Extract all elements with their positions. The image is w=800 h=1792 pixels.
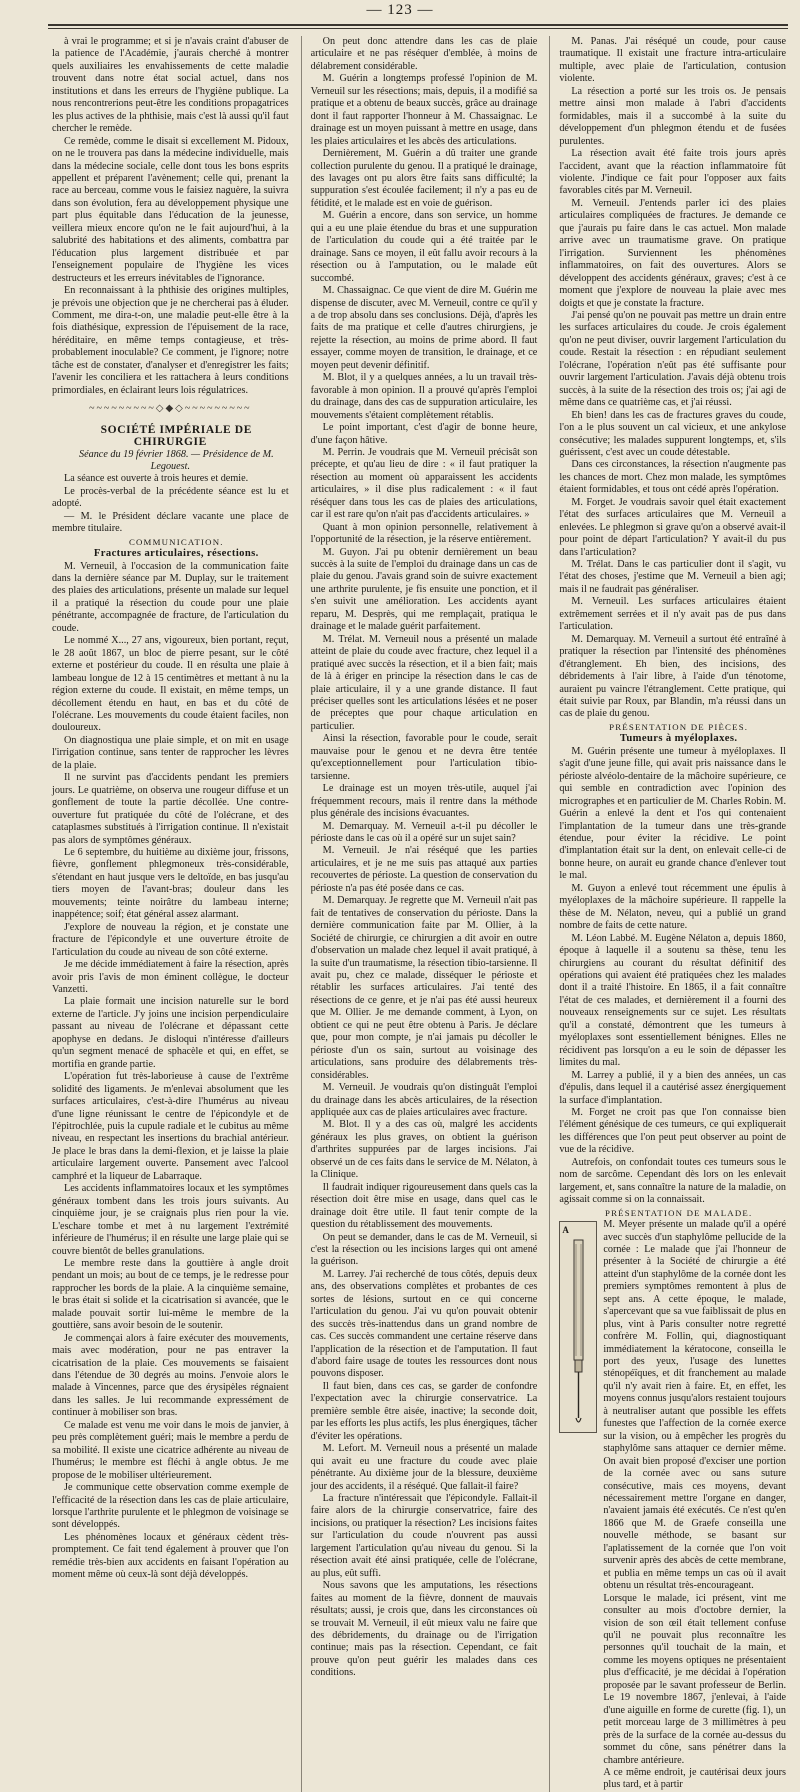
paragraph: Je commençai alors à faire exécuter des mouvements, mais avec modération, pour ne pas entraver la cicatrisation de la plaie. Ces mouvements se faisaient dans l'étendue de 30 degrés au moins. J'envoie alors le malade à Vincennes, parce que des érysipèles régnaient dans les salles. Je lui recommande expressément de continuer à mobiliser son bras. [52,1332,289,1419]
paragraph: L'opération fut très-laborieuse à cause de l'extrême solidité des ligaments. Je m'enlevai absolument que les surfaces articulaires, c'est-à-dire l'humérus au niveau d'une ligne réunissant le centre de l'épicondyle et de l'épitrochlée, puis la cupule radiale et le cubitus au même niveau, en respectant les insertions du brachial antérieur. Je place le bras dans la demi-flexion, et je laisse la plaie articulaire largement ouverte. Pansement avec l'alcool camphré et la liqueur de Labarraque. [52,1071,289,1182]
paragraph: M. Verneuil. Je n'ai réséqué que les parties articulaires, et je ne me suis pas attaqué aux parties recouvertes de périoste. La question de conservation du périoste n'a pas été posée dans ce cas. [310,845,538,894]
column-middle [301,36,538,1792]
paragraph: Quant à mon opinion personnelle, relativement à l'opportunité de la résection, je la réserve entièrement. [310,521,538,546]
paragraph: Je communique cette observation comme exemple de l'efficacité de la résection dans les cas de plaie articulaire, lorsque l'arthrite purulente et le phlegmon de voisinage se sont développés. [52,1482,289,1531]
paragraph: Dans ces circonstances, la résection n'augmente pas les chances de mort. Chez mon malade, les symptômes étaient formidables, et tous ont cédé après l'opération. [559,459,786,496]
paragraph: M. Demarquay. M. Verneuil a-t-il pu décoller le périoste dans le cas où il a opéré sur un sujet sain? [310,820,538,844]
presentation-malade-label: PRÉSENTATION DE MALADE. [604,1207,753,1218]
paragraph: M. Trélat. Dans le cas particulier dont il s'agit, vu l'état des choses, j'estime que M. Verneuil a bien agi; mais il ne faudrait pas généraliser. [559,559,786,595]
session-paragraphs [52,473,289,535]
paragraph: A ce même endroit, je cautérisai deux jours plus tard, et à partir [603,1766,786,1791]
paragraph: M. Guyon a enlevé tout récemment une épulis à myéloplaxes de la mâchoire supérieure. Il rappelle la thèse de M. Nélaton, neveu, qui a publié un grand nombre de faits de cette nature. [559,882,786,932]
paragraph: Il faut bien, dans ces cas, se garder de confondre l'expectation avec la chirurgie conservatrice. La première semble être aisée, inactive; la seconde doit, par les efforts les plus actifs, les plus énergiques, tâcher d'éviter les opérations. [310,1380,538,1442]
paragraph: M. Demarquay. Je regrette que M. Verneuil n'ait pas fait de tentatives de conservation du périoste. Dans la dernière communication faite par M. Ollier, à la Société de chirurgie, ce chirurgien a dit avoir en outre d'observation un malade chez lequel il avait pratiqué, à la suite d'un traumatisme, la résection tibio-tarsienne. Il avait pu, chez ce malade, disséquer le périoste et rétablir les surfaces articulaires. J'ai tenté des résections de ce genre, et je n'ai pas été aussi heureux que M. Ollier. Je me demande comment, à Lyon, on obtient ce qui ne peut être obtenu à Paris. Je déclare que, pour mon compte, je n'ai jamais pu décoller le périoste d'un os sain, surtout au voisinage des articulations, sans produire des délabrements très-considérables. [310,895,538,1081]
paragraph: Ce remède, comme le disait si excellement M. Pidoux, on ne le trouvera pas dans la médecine individuelle, mais dans la médecine sociale, celle dont tous les bons esprits appellent et préparent l'avènement; celle qui, prenant la race au berceau, comme vous le faisiez naguère, la suivra dans son évolution, fera au développement physique une part plus équitable dans l'éducation de la jeunesse, veillera mieux encore qu'on ne le fait aujourd'hui, à la salubrité des habitations et des aliments, combattra par l'éducation plus largement distribuée et par l'enseignement populaire de l'hygiène les vices destructeurs et les erreurs inévitables de l'ignorance. [52,135,289,284]
paragraph: M. Guérin a encore, dans son service, un homme qui a eu une plaie étendue du bras et une suppuration de l'articulation du coude qui a été traitée par le drainage. Sans ce moyen, il eût fallu avoir recours à la résection ou à l'amputation, ou le malade eût succombé. [310,210,538,284]
paragraph: Ainsi la résection, favorable pour le coude, serait mauvaise pour le genou et ne devra être tentée qu'exceptionnellement pour l'articulation tibio-tarsienne. [310,733,538,782]
paragraph: M. Blot, il y a quelques années, a lu un travail très-favorable à mon opinion. Il a prouvé qu'après l'emploi du drainage, dans des cas de suppuration articulaire, les mouvements s'étaient complètement rétablis. [310,372,538,421]
paragraph: M. Trélat. M. Verneuil nous a présenté un malade atteint de plaie du coude avec fracture, chez lequel il a pratiqué avec succès la résection, et il a bien fait; mais de là à ériger en principe la résection dans le cas de plaie articulaire, il y a une grande distance. Il faut préciser quelles sont les articulations lésées et ne poser de préceptes que pour chaque articulation en particulier. [310,633,538,732]
paragraph: à vrai le programme; et si je n'avais craint d'abuser de la patience de l'Académie, j'aurais cherché à montrer quels auxiliaires les envahissements de cette maladie trouvent dans notre état social actuel, dans nos institutions et dans les erreurs de l'hygiène publique. La nous rencontrerions peut-être les conditions propagatrices les plus actives de la phthisie, mais c'est là aussi qu'il faut chercher le remède. [52,36,289,135]
page-number: — 123 — [366,2,434,18]
paragraph: Nous savons que les amputations, les résections faites au moment de la fièvre, donnent de mauvais résultats; aussi, je crois que, dans les circonstances où se trouvait M. Verneuil, il eût mieux valu ne faire que des débridements, du drainage ou de l'irrigation continue; mais pas la résection. Cependant, ce fait prouve qu'on peut guérir les malades dans ces conditions. [310,1580,538,1679]
paragraph: M. Demarquay. M. Verneuil a surtout été entraîné à pratiquer la résection par l'intensité des phénomènes d'étranglement. Eh bien, des incisions, des débridements à l'air libre, à l'aide d'un ténotome, auraient pu vaincre l'étranglement. Cette pratique, qui était suivie par Roux, par Blandin, m'a réussi dans un cas de plaie du genou. [559,633,786,720]
presentation-pieces-topic: Tumeurs à myéloplaxes. [619,733,738,745]
paragraph: M. Forget. Je voudrais savoir quel était exactement l'état des surfaces articulaires que M. Verneuil a enlevées. Le phlegmon si grave qu'on a observé avait-il pour point de départ l'articulation? Y avait-il du pus dans l'articulation? [559,496,786,558]
paragraph: Autrefois, on confondait toutes ces tumeurs sous le nom de sarcôme. Cependant dès lors on les enlevait largement, et, sans connaître la nature de la maladie, on agissait comme si on la connaissait. [559,1156,786,1206]
paragraph: M. Chassaignac. Ce que vient de dire M. Guérin me dispense de discuter, avec M. Verneuil, contre ce qu'il y a de trop absolu dans ses conclusions. Déjà, d'après les faits de ma pratique et celle d'autres chirurgiens, je rejette la résection, au moins de prime abord. Il faut essayer, comme moyen de transition, le drainage, et ce moyen peut devenir définitif. [310,285,538,371]
paragraph: Le nommé X..., 27 ans, vigoureux, bien portant, reçut, le 28 août 1867, un bloc de pierre pesant, sur le côté externe et postérieur du coude. Il en résulta une plaie à lambeau longue de 12 à 15 centimètres et mettant à nu la région externe du coude. Il existait, en même temps, un décollement étendu en haut, en bas et du côté de l'olécrane. Les mouvements du coude étaient faciles, non douloureux. [52,635,289,734]
curette-needle-icon [560,1222,596,1432]
paragraph: La résection a porté sur les trois os. Je pensais mettre ainsi mon malade à l'abri d'accidents formidables, mais il a succombé à la suite du développement d'un phlegmon étendu et de fusées purulentes. [559,85,786,147]
paragraph: — M. le Président déclare vacante une place de membre titulaire. [52,510,289,535]
paragraph: Ce malade est venu me voir dans le mois de janvier, à peu près complètement guéri; mais le membre a perdu de sa mobilité. Il existe une cicatrice adhérente au niveau de l'humérus; le membre est fléchi à angle obtus. Je me propose de le mobiliser ultérieurement. [52,1419,289,1481]
paragraph: M. Guérin a longtemps professé l'opinion de M. Verneuil sur les résections; mais, depuis, il a modifié sa pratique et a obtenu de beaux succès, grâce au drainage dont il faut rapporter l'honneur à M. Chassaignac. Le drainage est un moyen puissant à mettre en usage, dans les plaies articulaires et les abcès des articulations. [310,73,538,147]
paragraph: Dernièrement, M. Guérin a dû traiter une grande collection purulente du genou. Il a pratiqué le drainage, des lavages ont pu alors être faits sans difficulté; la suppuration s'est écoulée facilement; il n'y a pas eu de fétidité, et le malade est en voie de guérison. [310,148,538,209]
column-right [549,36,786,1792]
paragraph: Les accidents inflammatoires locaux et les symptômes généraux tombent dans les trois jours suivants. Au cinquième jour, je se craignais plus rien pour la vie. L'eschare tombe et met à nu largement l'extrémité inférieure de l'humérus; il en résulte une large plaie qui se couvre bientôt de belles granulations. [52,1183,289,1257]
paragraph: La résection avait été faite trois jours après l'accident, avant que la réaction inflammatoire fût violente. J'indique ce fait pour l'opposer aux faits favorables cités par M. Verneuil. [559,148,786,197]
header-rule [48,24,788,26]
intro-paragraphs [52,36,289,397]
column-left [52,36,289,1792]
curette-figure [559,1221,597,1433]
paragraph: M. Guérin présente une tumeur à myéloplaxes. Il s'agit d'une jeune fille, qui avait pris naissance dans le périoste alvéolo-dentaire de la mâchoire supérieure, ce qui semble en contradiction avec l'opinion des micrographes et en particulier de M. Charles Robin. M. Guérin a enlevé la dent et l'os qui contenaient l'implantation de la tumeur dans une très-grande étendue, pour éviter la récidive. Le point d'implantation était sur la dent, on enlevait celle-ci de bonne heure, on aurait eu grande chance d'enlever tout le mal. [559,745,786,882]
discussion-paragraphs [311,36,538,1680]
paragraph: M. Verneuil. Les surfaces articulaires étaient extrêmement serrées et il n'y avait pas de pus dans l'articulation. [559,596,786,633]
section-ornament: ~~~~~~~~~◇◆◇~~~~~~~~~ [89,403,252,415]
paragraph: Le membre reste dans la gouttière à angle droit pendant un mois; au bout de ce temps, je le redresse pour rapprocher les bords de la plaie. A la cinquième semaine, le bras était si solide et la cicatrisation si avancée, que le malade pouvait sortir lui-même le membre de la gouttière, sans avoir besoin de le soutenir. [52,1257,289,1332]
paragraph: Le 6 septembre, du huitième au dixième jour, frissons, fièvre, gonflement phlegmoneux très-considérable, s'étendant en haut jusque vers le deltoïde, en bas jusqu'au tiers moyen de l'avant-bras; douleur dans les mouvements; teinte noirâtre du lambeau interne; inappétence; soif; état général assez alarmant. [52,847,289,921]
paragraph: La fracture n'intéressait que l'épicondyle. Fallait-il faire alors de la chirurgie conservatrice, faire des incisions, ou pratiquer la résection? Les incisions faites sur l'articulation du coude n'ouvrent pas aussi largement l'articulation qu'au niveau du genou. Si la résection avait été ainsi pratiquée, celle de l'olécrane, au plus, eût suffi. [310,1493,538,1579]
paragraph: On peut se demander, dans le cas de M. Verneuil, si c'est la résection ou les incisions larges qui ont amené la guérison. [310,1231,538,1268]
paragraph: Lorsque le malade, ici présent, vint me consulter au mois d'octobre dernier, la vision de son œil était tellement confuse qu'il ne pouvait plus reconnaître les personnes qu'il touchait de la main, et comme les moyens optiques ne présentaient plus d'efficacité, je me décidai à l'opération proposée par le savant professeur de Berlin. Le 19 novembre 1867, j'enlevai, à l'aide d'une aiguille en forme de curette (fig. 1), un petit morceau large de 3 millimètres à peu près de la surface de la cornée au-dessus du sommet du cône, sans pénétrer dans la chambre antérieure. [603,1592,786,1766]
paragraph: Il faudrait indiquer rigoureusement dans quels cas la résection doit être mise en usage, dans quel cas le drainage doit être utile. Il faut tenir compte de la question du rétablissement des mouvements. [310,1181,538,1231]
paragraph: M. Panas. J'ai réséqué un coude, pour cause traumatique. Il existait une fracture intra-articulaire multiple, avec plaie de l'articulation, contusion violente. [559,36,786,85]
presentation-pieces-label: PRÉSENTATION DE PIÈCES. [609,721,749,732]
paragraph: M. Guyon. J'ai pu obtenir dernièrement un beau succès à la suite de l'emploi du drainage dans un cas de plaie du genou. J'avais grand soin de suivre exactement une arthrite purulente, je fis ensuite une ponction, et il s'en suivit une amélioration. Les accidents ayant reparu, M. Desprès, qui me remplaçait, pratiqua le drainage et le malade guérit parfaitement. [310,546,538,633]
paragraph: On peut donc attendre dans les cas de plaie articulaire et ne pas réséquer d'emblée, à moins de délabrement considérable. [310,36,538,72]
paragraph: La plaie formait une incision naturelle sur le bord externe de l'article. J'y joins une incision perpendiculaire passant au niveau de l'olécrane et dépassant cette apophyse en dedans. Je disloqui n'intéresse d'ailleurs qu'un segment menacé de sphacèle et qui, en effet, se mortifia en grande partie. [52,996,289,1070]
communication-label: COMMUNICATION. [128,536,224,547]
communication-topic: Fractures articulaires, résections. [93,548,259,560]
paragraph: Les phénomènes locaux et généraux cèdent très-promptement. Ce fait tend également à prouver que l'on remédie très-bien aux accidents en faisant l'opération au moment même où ceux-là sont déjà développés. [52,1531,289,1581]
figure-label: A [562,1225,569,1236]
paragraph: Eh bien! dans les cas de fractures graves du coude, l'on a le plus souvent un cal vicieux, et une ankylose consécutive; les malades suppurent longtemps, et, s'ils guérissent, c'est avec un coude détestable. [559,409,786,458]
tumor-paragraphs [559,746,786,1207]
paragraph: Je me décide immédiatement à faire la résection, après avoir pris l'avis de mon éminent collègue, le docteur Vanzetti. [52,959,289,995]
paragraph: J'explore de nouveau la région, et je constate une fracture de l'épicondyle et une ouverture étroite de l'articulation du coude au niveau de son côté externe. [52,921,289,958]
header-rule-thin [48,28,788,29]
paragraph: Il ne survint pas d'accidents pendant les premiers jours. Le quatrième, on observa une rougeur diffuse et un gonflement de toute la partie décollée. Une contre-ouverture fut pratiquée du côté de l'olécrane, et des cataplasmes substitués à l'irrigation continue. Il n'existait pas alors de symptômes généraux. [52,772,289,846]
paragraph: M. Blot. Il y a des cas où, malgré les accidents généraux les plus graves, on obtient la guérison d'arthrites suppurées par de larges incisions. J'ai observé un de ces faits dans le service de M. Nélaton, à la Clinique. [310,1119,538,1181]
paragraph: Le procès-verbal de la précédente séance est lu et adopté. [52,485,289,510]
paragraph: En reconnaissant à la phthisie des origines multiples, je prévois une objection que je ne chercherai pas à éluder. Comment, me dira-t-on, une maladie peut-elle être à la fois diathésique, expression de l'épuisement de la race, héréditaire, en même temps contagieuse, et très-probablement inoculable? Ce comment, je l'ignore; notre tâche est de constater, d'analyser et d'enregistrer les faits; l'avenir les conciliera et les rattachera à leurs conditions primordiales, en éclairant leurs lois régulatrices. [52,285,289,396]
figure-block [559,1219,786,1792]
paragraph: M. Forget ne croit pas que l'on connaisse bien l'élément génésique de ces tumeurs, ce qui expliquerait les différences que l'on peut peut observer au point de vue de la récidive. [559,1106,786,1156]
text-columns [52,36,786,1791]
paragraph: M. Verneuil. Je voudrais qu'on distinguât l'emploi du drainage dans les abcès articulaires, de la résection appliquée aux cas de plaies articulaires avec fracture. [310,1082,538,1118]
paragraph: Le point important, c'est d'agir de bonne heure, d'une façon hâtive. [310,422,538,446]
paragraph: La séance est ouverte à trois heures et demie. [64,473,249,485]
paragraph: M. Meyer présente un malade qu'il a opéré avec succès d'un staphylôme pellucide de la cornée : Le malade que j'ai l'honneur de présenter à la Société de chirurgie a été atteint d'un staphylôme de la cornée dont les premiers symptômes remontent à plus de sept ans. A cette époque, le malade, s'apercevant que sa vue faiblissait de plus en plus, vint à Paris consulter notre regretté confrère M. Follin, qui, diagnostiquant immédiatement la kératocone, conseilla le port des yeux, l'usage des lunettes sténopéïques, et dit franchement au malade qu'il n'y avait rien à faire. Et, en effet, les moyens connus jusqu'alors restaient toujours à neutraliser autant que possible les effets funestes que l'affection de la cornée exerce sur la vision, ou à empêcher les progrès du staphylôme sans attaquer ce dernier même. On avait bien proposé d'exciser une portion de la cornée avec ou sans suture consécutive, mais ces moyens, devant nécessairement mettre l'organe en danger, n'avaient jamais été exécutés. Ce n'est qu'en 1866 que M. de Graefe conseilla une nouvelle méthode, se basant sur l'aplatissement de la cornée que l'on voit survenir après des abcès de cette membrane, et publia en même temps un cas où il avait obtenu un résultat très-encourageant. [603,1219,786,1592]
paragraph: M. Léon Labbé. M. Eugène Nélaton a, depuis 1860, époque à laquelle il a soutenu sa thèse, tenu les chirurgiens au courant du résultat définitif des opérations qui avaient été pratiquées chez les malades dont il a traité l'histoire. En 1865, il a fait connaître l'état de ces malades, et dernièrement il a fourni des nouveaux renseignements sur ce sujet. Les résultats qu'il a constaté, démontrent que les tumeurs à myéloplaxes sont essentiellement bénignes. Elles ne récidivent pas lorsqu'on a eu le soin de dépasser les limites du mal. [559,932,786,1069]
paragraph: Le drainage est un moyen très-utile, auquel j'ai fréquemment recours, mais il rentre dans la méthode plus générale des incisions évacuantes. [310,783,538,820]
paragraph: M. Larrey a publié, il y a bien des années, un cas d'épulis, dans lequel il a cautérisé assez énergiquement la surface d'implantation. [559,1069,786,1106]
society-title: SOCIÉTÉ IMPÉRIALE DE CHIRURGIE [100,423,252,449]
session-line: Séance du 19 février 1868. — Présidence de M. Legouest. [79,448,274,472]
paragraph: M. Verneuil, à l'occasion de la communication faite dans la dernière séance par M. Duplay, sur le traitement des plaies des articulations, présente un malade sur lequel il a pratiqué la résection du coude pour une plaie pénétrante, accompagnée de fracture, de l'articulation du coude. [52,560,289,634]
discussion-continued [559,36,786,721]
communication-paragraphs [52,561,289,1582]
paragraph: M. Lefort. M. Verneuil nous a présenté un malade qui avait eu une fracture du coude avec plaie pénétrante. Au dixième jour de la blessure, deuxième jour des accidents, il a réséqué. Que fallait-il faire? [310,1443,538,1492]
paragraph: M. Larrey. J'ai recherché de tous côtés, depuis deux ans, des observations complètes et probantes de ces sortes de lésions, surtout en ce qui concerne l'articulation du genou. J'ai vu qu'on pouvait obtenir des succès très-inattendus dans un grand nombre de cas. Ces succès commandent une certaine réserve dans l'application de la résection et de l'amputation. Il faut d'abord faire usage de toutes les ressources dont nous pouvons disposer. [310,1268,538,1380]
paragraph: J'ai pensé qu'on ne pouvait pas mettre un drain entre les surfaces articulaires du coude. Je crois également qu'on ne peut diviser, ouvrir largement l'articulation du coude. Restait la résection : en répudiant seulement l'olécrane, l'opération n'eût pas été suffisante pour ouvrir largement l'articulation. J'avais déjà obtenu trois succès, à la suite de la résection des trois os; j'ai agi de même dans ce quatrième cas, et j'ai réussi. [559,309,786,409]
paragraph: On diagnostiqua une plaie simple, et on mit en usage l'irrigation continue, sans tenter de rapprocher les lèvres de la plaie. [52,734,289,771]
malade-paragraphs [603,1219,786,1792]
paragraph: M. Perrin. Je voudrais que M. Verneuil précisât son précepte, et qu'au lieu de dire : « il faut pratiquer la résection au moment où apparaissent les accidents articulaires, » il dise plus radicalement : « il faut réséquer dans tous les cas de plaies des articulations, car il est rare qu'on n'ait pas d'accidents articulaires. » [310,446,538,521]
paragraph: M. Verneuil. J'entends parler ici des plaies articulaires compliquées de fractures. Je demande ce que j'aurais pu faire dans le cas actuel. Mon malade arrive avec un traumatisme grave. On pratique l'irrigation. Surviennent les phénomènes inflammatoires, on fait des ouvertures. Alors se développent des accidents généraux, graves; c'est à ce moment que j'explore de nouveau la plaie avec mes doigts et que je constate la fracture. [559,197,786,309]
